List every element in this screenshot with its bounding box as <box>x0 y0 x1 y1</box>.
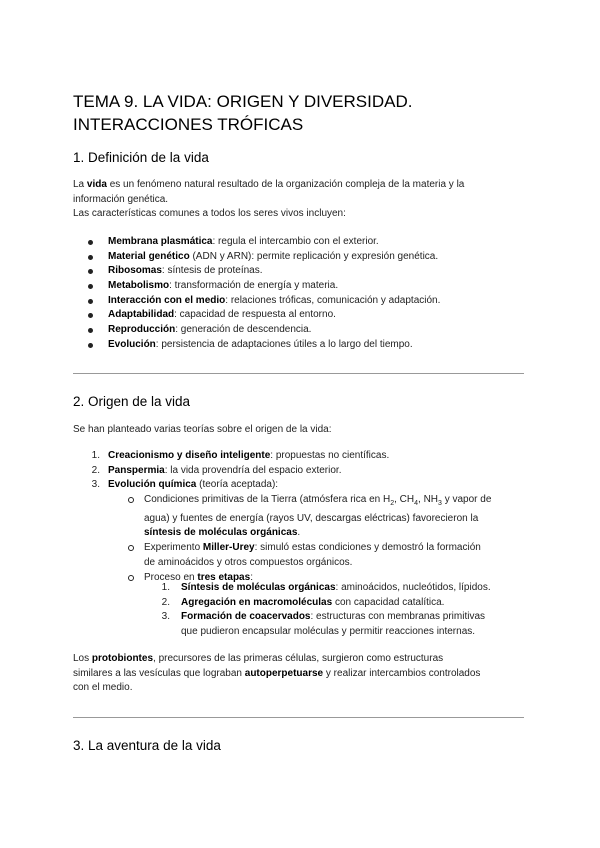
list-item: 1. Creacionismo y diseño inteligente: propuestas no científicas. <box>91 450 390 461</box>
list-item: 3. Formación de coacervados: estructuras con membranas primitivas que pudieron encapsular moléculas y permitir reacciones internas. <box>161 611 486 638</box>
bullet-icon <box>88 240 93 245</box>
bullet-icon <box>88 284 93 289</box>
list-item: Membrana plasmática: regula el intercambio con el exterior. <box>88 235 440 250</box>
bullet-icon <box>88 313 93 318</box>
section-1-heading: 1. Definición de la vida <box>73 150 209 165</box>
list-item: Material genético (ADN y ARN): permite replicación y expresión genética. <box>88 250 440 265</box>
section-2-heading: 2. Origen de la vida <box>73 394 191 409</box>
bullet-icon <box>88 255 93 260</box>
bullet-icon <box>88 269 93 274</box>
list-item: 1. Síntesis de moléculas orgánicas: aminoácidos, nucleótidos, lípidos. <box>161 582 491 593</box>
list-item: 3. Evolución química (teoría aceptada): <box>91 479 279 491</box>
circle-bullet-icon <box>128 497 134 503</box>
list-item: Condiciones primitivas de la Tierra (atmósfera rica en $H_2$, $CH_4$, $NH_3$ y vapor de agua) y fuentes de energía (rayos UV, descargas eléctricas) favorecieron la síntesis de moléculas orgánicas. <box>128 493 528 541</box>
list-item: Interacción con el medio: relaciones tróficas, comunicación y adaptación. <box>88 294 440 309</box>
theories-list <box>88 449 389 493</box>
title-line-2: INTERACCIONES TRÓFICAS <box>73 115 304 134</box>
circle-bullet-icon <box>128 575 134 581</box>
circle-bullet-icon <box>128 545 134 551</box>
list-item: Proceso en tres etapas: <box>128 571 528 586</box>
divider <box>73 373 524 374</box>
title-line-1: TEMA 9. LA VIDA: ORIGEN Y DIVERSIDAD. <box>73 92 413 111</box>
page-title <box>73 90 412 136</box>
list-item: Experimento Miller-Urey: simuló estas condiciones y demostró la formación de aminoácidos y otros compuestos orgánicos. <box>128 541 528 570</box>
bullet-icon <box>88 343 93 348</box>
characteristics-list <box>88 235 440 353</box>
bullet-icon <box>88 299 93 304</box>
list-item: 2. Panspermia: la vida provendría del espacio exterior. <box>91 464 342 476</box>
list-item: Metabolismo: transformación de energía y materia. <box>88 279 440 294</box>
section-2-intro: Se han planteado varias teorías sobre el origen de la vida: <box>73 424 332 435</box>
list-item: Adaptabilidad: capacidad de respuesta al entorno. <box>88 308 440 323</box>
list-item: Reproducción: generación de descendencia. <box>88 323 440 338</box>
section-3-heading: 3. La aventura de la vida <box>73 738 221 753</box>
stages-list <box>160 581 530 640</box>
divider <box>73 717 524 718</box>
bullet-icon <box>88 328 93 333</box>
term-vida: vida <box>86 179 107 190</box>
chemical-evolution-sublist <box>128 493 528 585</box>
section-1-intro: La vida es un fenómeno natural resultado de la organización compleja de la materia y la información genética. Las características comunes a todos los seres vivos incluyen: <box>73 179 465 219</box>
section-2-closing: Los protobiontes, precursores de las primeras células, surgieron como estructuras similares a las vesículas que lograban autoperpetuarse y realizar intercambios controlados con el medio. <box>73 653 481 693</box>
list-item: 2. Agregación en macromoléculas con capacidad catalítica. <box>161 596 445 608</box>
list-item: Ribosomas: síntesis de proteínas. <box>88 264 440 279</box>
list-item: Evolución: persistencia de adaptaciones útiles a lo largo del tiempo. <box>88 338 440 353</box>
